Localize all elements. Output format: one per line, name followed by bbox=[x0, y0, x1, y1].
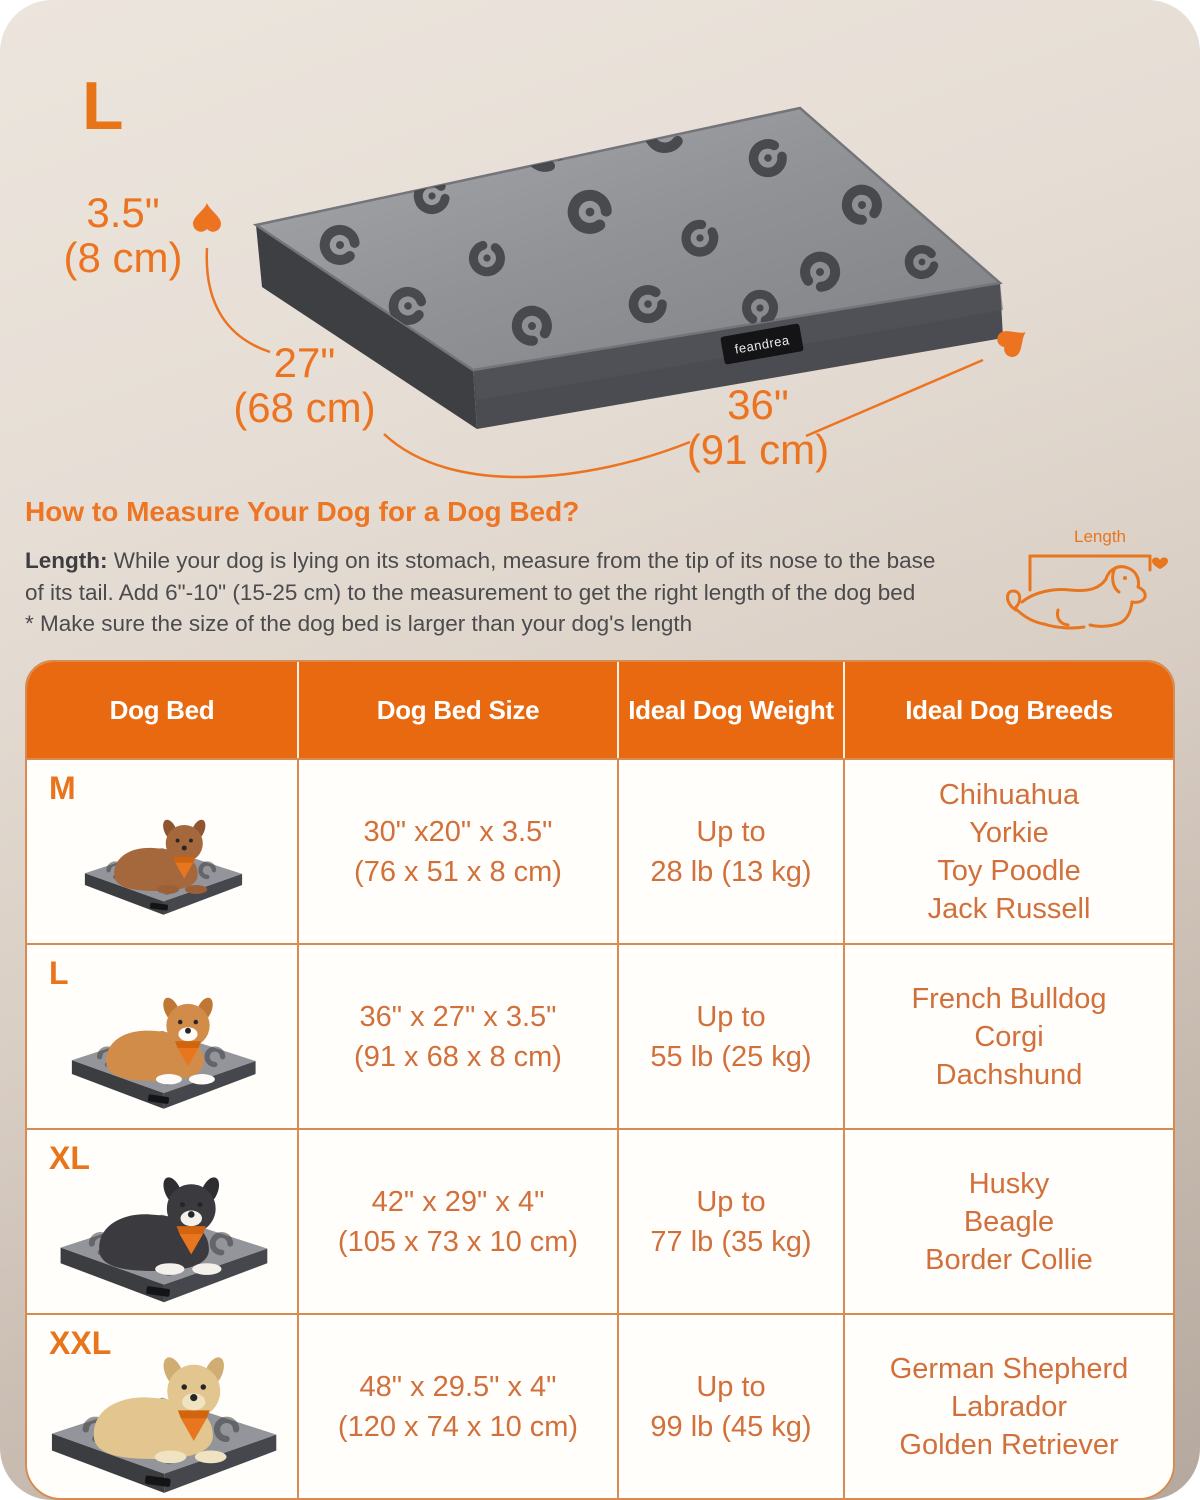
dog-illustration bbox=[94, 1354, 228, 1463]
row-size-label: XXL bbox=[49, 1325, 112, 1361]
height-cm: (8 cm) bbox=[63, 234, 183, 281]
weight-cell: Up to 77 lb (35 kg) bbox=[619, 1130, 845, 1313]
measure-guide-text bbox=[25, 545, 1015, 640]
bed-photo-cell bbox=[27, 1130, 299, 1313]
breeds-cell: French Bulldog Corgi Dachshund bbox=[911, 982, 1107, 1091]
weight-cell: Up to 99 lb (45 kg) bbox=[619, 1315, 845, 1498]
dog-on-bed-photo bbox=[35, 1332, 289, 1500]
table-header-row bbox=[27, 662, 1173, 758]
bed-photo-cell bbox=[27, 760, 299, 943]
measure-guide-line2: of its tail. Add 6"-10" (15-25 cm) to the measurement to get the right length of the dog bed bbox=[25, 579, 916, 605]
size-badge: L bbox=[82, 68, 124, 144]
dog-length-diagram-label: Length bbox=[1074, 527, 1126, 546]
height-inches: 3.5" bbox=[86, 189, 160, 236]
breeds-cell: German Shepherd Labrador Golden Retriever bbox=[889, 1352, 1129, 1461]
length-dimension-label bbox=[658, 382, 858, 472]
dog-outline-icon bbox=[1000, 538, 1190, 648]
header-dog-bed-size: Dog Bed Size bbox=[299, 662, 619, 758]
bed-size-cell: 30" x20" x 3.5" (76 x 51 x 8 cm) bbox=[299, 760, 619, 943]
length-term: Length: bbox=[25, 548, 108, 573]
dog-on-bed-photo bbox=[58, 977, 266, 1116]
bed-size-cell: 42" x 29" x 4" (105 x 73 x 10 cm) bbox=[299, 1130, 619, 1313]
bed-size-cell: 48" x 29.5" x 4" (120 x 74 x 10 cm) bbox=[299, 1315, 619, 1498]
svg-text:feandrea: feandrea bbox=[733, 332, 791, 357]
measure-guide-line1: Length: While your dog is lying on its stomach, measure from the tip of its nose to the base bbox=[25, 548, 936, 573]
weight-cell: Up to 28 lb (13 kg) bbox=[619, 760, 845, 943]
dog-illustration bbox=[114, 818, 208, 894]
width-dimension-label bbox=[212, 340, 397, 430]
table-row-xxl bbox=[27, 1313, 1173, 1498]
heart-icon bbox=[1152, 557, 1168, 569]
measure-guide-title: How to Measure Your Dog for a Dog Bed? bbox=[25, 496, 580, 527]
row-size-label: M bbox=[49, 770, 76, 806]
row-size-label: L bbox=[49, 955, 69, 991]
table-row-xl bbox=[27, 1128, 1173, 1313]
bed-photo-cell bbox=[27, 1315, 299, 1498]
size-table bbox=[25, 660, 1175, 1500]
table-row-m bbox=[27, 758, 1173, 943]
width-cm: (68 cm) bbox=[233, 384, 376, 431]
width-inches: 27" bbox=[273, 339, 336, 386]
header-ideal-dog-weight: Ideal Dog Weight bbox=[619, 662, 845, 758]
breeds-cell: Husky Beagle Border Collie bbox=[925, 1167, 1093, 1276]
dog-on-bed-photo bbox=[73, 802, 251, 921]
measure-guide-line3: * Make sure the size of the dog bed is larger than your dog's length bbox=[25, 611, 693, 636]
length-inches: 36" bbox=[727, 381, 789, 428]
weight-cell: Up to 55 lb (25 kg) bbox=[619, 945, 845, 1128]
row-size-label: XL bbox=[49, 1140, 90, 1176]
bed-size-cell: 36" x 27" x 3.5" (91 x 68 x 8 cm) bbox=[299, 945, 619, 1128]
header-dog-bed: Dog Bed bbox=[27, 662, 299, 758]
dog-illustration bbox=[106, 995, 216, 1084]
table-row-l bbox=[27, 943, 1173, 1128]
bed-photo-cell bbox=[27, 945, 299, 1128]
header-ideal-dog-breeds: Ideal Dog Breeds bbox=[905, 694, 1113, 725]
dog-illustration bbox=[99, 1174, 223, 1274]
length-cm: (91 cm) bbox=[686, 426, 830, 473]
height-dimension-label bbox=[28, 190, 218, 280]
dog-on-bed-photo bbox=[45, 1154, 279, 1310]
breeds-cell: Chihuahua Yorkie Toy Poodle Jack Russell bbox=[927, 778, 1091, 925]
